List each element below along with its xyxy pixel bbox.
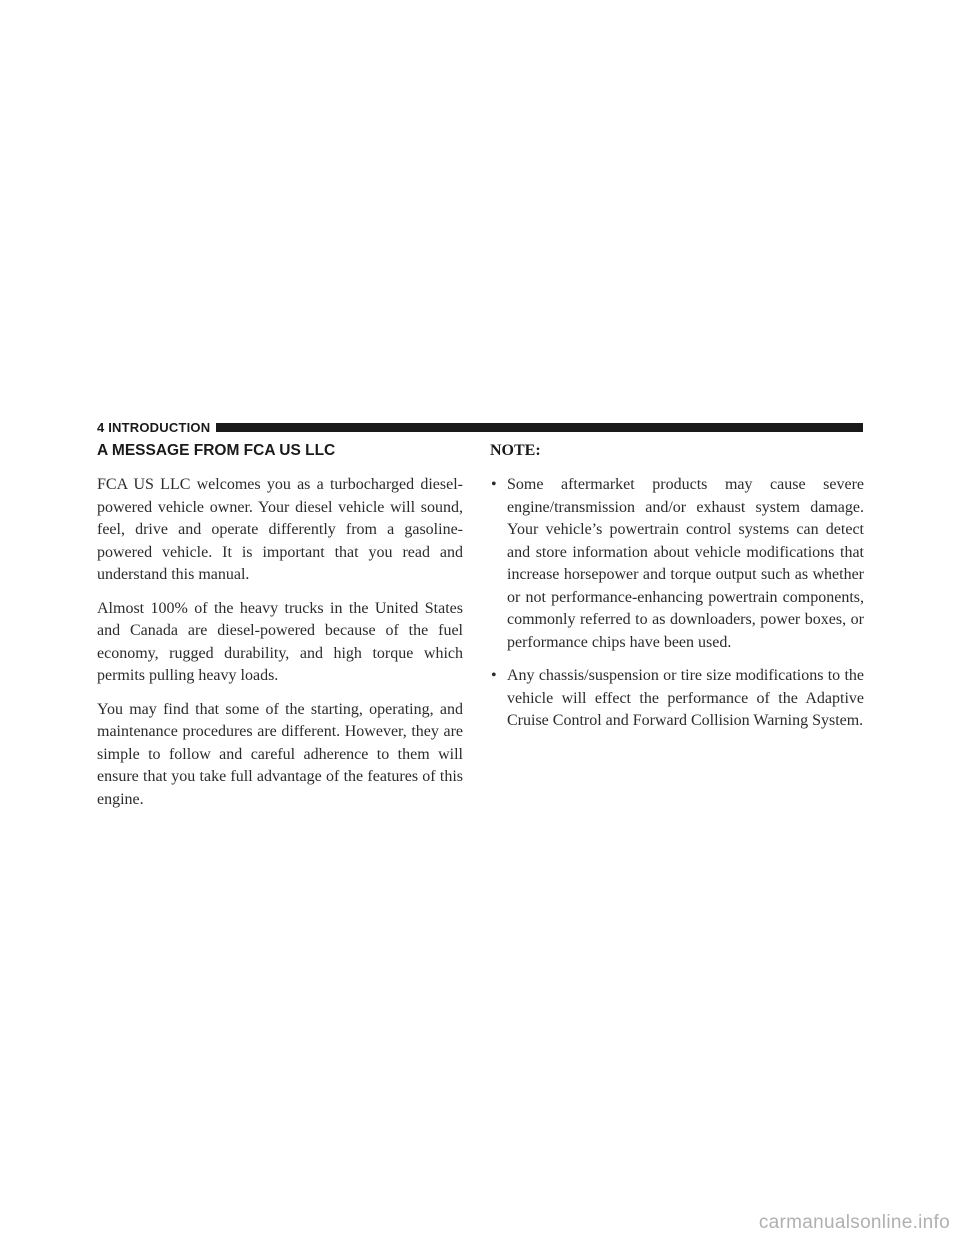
intro-paragraph-1: FCA US LLC welcomes you as a turbocharged diesel-powered vehicle owner. Your diesel vehicle will sound, feel, drive and operate differently from a gasoline-powered vehicle. It is important that you read and understand this manual. (97, 476, 463, 583)
left-column (97, 440, 463, 822)
bullet-icon: • (491, 667, 497, 684)
page-header (97, 420, 863, 434)
note-bullet-text: Any chassis/suspension or tire size modifications to the vehicle will effect the performance of the Adaptive Cruise Control and Forward Collision Warning System. (507, 667, 864, 729)
note-title: NOTE: (490, 442, 541, 459)
header-rule (216, 423, 863, 432)
note-bullet-2 (490, 665, 864, 733)
note-bullet-text: Some aftermarket products may cause severe engine/transmission and/or exhaust system damage. Your vehicle’s powertrain control systems can detect and store information about vehicle modifications that increase horsepower and torque output such as whether or not performance-enhancing powertrain components, commonly referred to as downloaders, power boxes, or performance chips have been used. (507, 476, 864, 651)
section-title: A MESSAGE FROM FCA US LLC (97, 442, 336, 459)
page-number-section-label: 4 INTRODUCTION (97, 419, 211, 435)
watermark-text: carmanualsonline.info (758, 1212, 950, 1233)
right-column (490, 440, 864, 744)
note-bullet-list (490, 474, 864, 733)
intro-paragraph-3: You may find that some of the starting, operating, and maintenance procedures are different. However, they are simple to follow and careful adherence to them will ensure that you take full advantage of the features of this engine. (97, 700, 463, 808)
intro-paragraph-2: Almost 100% of the heavy trucks in the United States and Canada are diesel-powered because of the fuel economy, rugged durability, and high torque which permits pulling heavy loads. (97, 599, 463, 684)
bullet-icon: • (491, 476, 497, 493)
note-bullet-1 (490, 474, 864, 654)
